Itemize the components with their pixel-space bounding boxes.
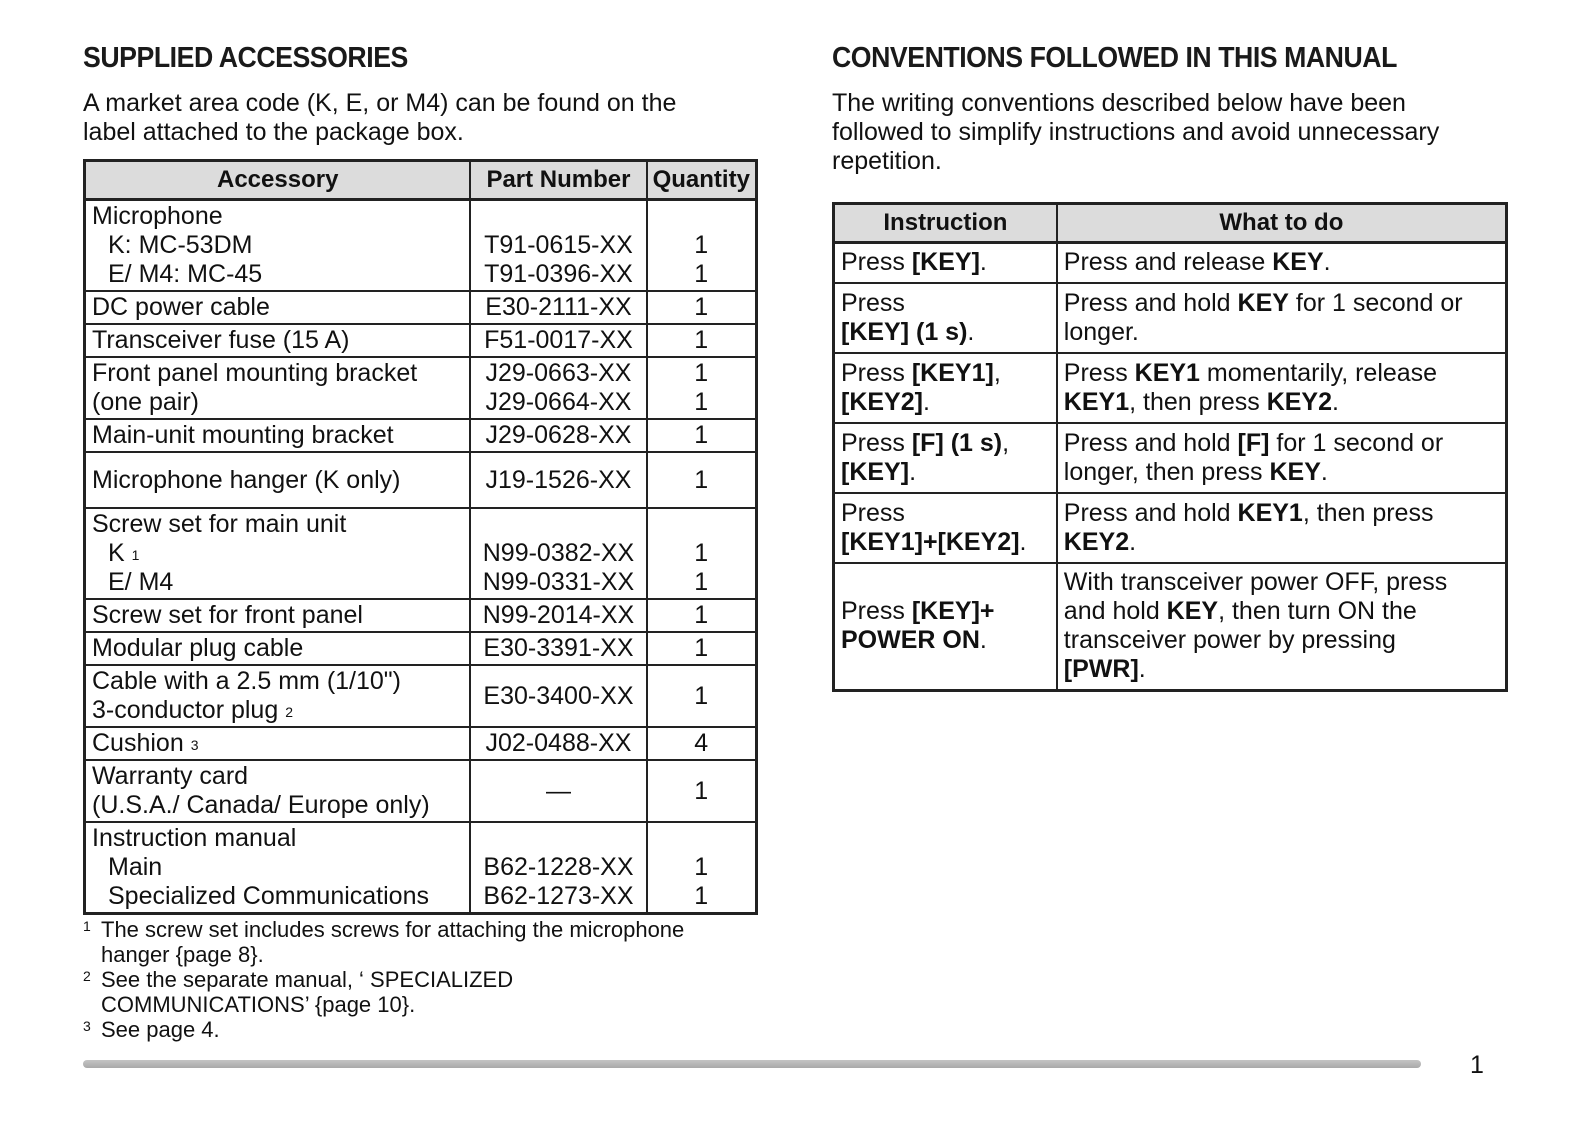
table-row: Cable with a 2.5 mm (1/10") 3-conductor plug $^2$ E30-3400-XX 1	[85, 665, 757, 727]
page-number: 1	[1470, 1051, 1484, 1079]
table-row: Cushion $^3$ J02-0488-XX 4	[85, 727, 757, 760]
table-row: Modular plug cable E30-3391-XX 1	[85, 632, 757, 665]
supplied-accessories-section	[83, 42, 773, 1042]
conventions-table	[832, 202, 1508, 692]
table-row: Press [KEY1], [KEY2]. Press KEY1 momentarily, release KEY1, then press KEY2.	[834, 353, 1507, 423]
table-row: Press [KEY1]+[KEY2]. Press and hold KEY1, then press KEY2.	[834, 493, 1507, 563]
table-row: Front panel mounting bracket (one pair) J29-0663-XX J29-0664-XX 1 1	[85, 357, 757, 419]
table-header-row	[834, 204, 1507, 243]
table-row: Screw set for front panel N99-2014-XX 1	[85, 599, 757, 632]
table-row: Press [KEY] (1 s). Press and hold KEY for 1 second or longer.	[834, 283, 1507, 353]
header-quantity: Quantity	[647, 161, 757, 200]
footnote-2: 2 See the separate manual, ‘ SPECIALIZED COMMUNICATIONS’ {page 10}.	[83, 967, 514, 1017]
footnote-1: 1 The screw set includes screws for attaching the microphone hanger {page 8}.	[83, 917, 685, 967]
table-row: Press [F] (1 s), [KEY]. Press and hold [F] for 1 second or longer, then press KEY.	[834, 423, 1507, 493]
table-row: DC power cable E30-2111-XX 1	[85, 291, 757, 324]
table-row: Press [KEY]. Press and release KEY.	[834, 243, 1507, 283]
conventions-section	[832, 42, 1522, 692]
header-what-to-do: What to do	[1057, 204, 1507, 243]
table-row: Microphone hanger (K only) J19-1526-XX 1	[85, 452, 757, 508]
table-row: Warranty card (U.S.A./ Canada/ Europe only) — 1	[85, 760, 757, 822]
header-accessory: Accessory	[85, 161, 471, 200]
header-part-number: Part Number	[470, 161, 646, 200]
table-row: Microphone K: MC-53DM E/ M4: MC-45 T91-0615-XX T91-0396-XX 1 1	[85, 200, 757, 292]
table-row: Main-unit mounting bracket J29-0628-XX 1	[85, 419, 757, 452]
table-row: Transceiver fuse (15 A) F51-0017-XX 1	[85, 324, 757, 357]
table-row: Press [KEY]+ POWER ON. With transceiver power OFF, press and hold KEY, then turn ON the transceiver power by pressing [PWR].	[834, 563, 1507, 691]
section-title-conventions: CONVENTIONS FOLLOWED IN THIS MANUAL	[832, 42, 1397, 74]
header-instruction: Instruction	[834, 204, 1057, 243]
footer-rule	[83, 1060, 1421, 1068]
accessories-intro: A market area code (K, E, or M4) can be found on the label attached to the package box.	[83, 89, 677, 146]
footnote-3: 3 See page 4.	[83, 1017, 220, 1042]
table-header-row	[85, 161, 757, 200]
conventions-intro: The writing conventions described below have been followed to simplify instructions and avoid unnecessary repetition.	[832, 89, 1440, 175]
table-row: Instruction manual Main Specialized Communications B62-1228-XX B62-1273-XX 1 1	[85, 822, 757, 914]
table-row: Screw set for main unit K $^1$ E/ M4 N99-0382-XX N99-0331-XX 1 1	[85, 508, 757, 599]
section-title-accessories: SUPPLIED ACCESSORIES	[83, 42, 408, 74]
accessories-table	[83, 159, 758, 915]
footnotes	[83, 917, 773, 1042]
